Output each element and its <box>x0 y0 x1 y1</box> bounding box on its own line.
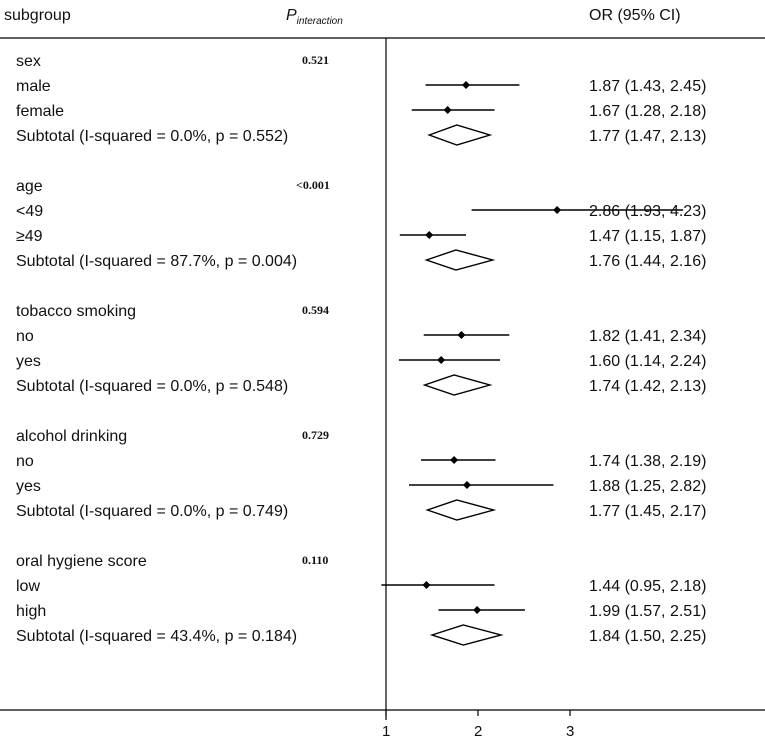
subtotal-or-ci-value: 1.76 (1.44, 2.16) <box>589 253 707 270</box>
subtotal-or-ci-value: 1.77 (1.47, 2.13) <box>589 128 707 145</box>
subgroup-block <box>16 428 706 520</box>
point-estimate <box>450 456 458 464</box>
or-ci-value: 1.87 (1.43, 2.45) <box>589 78 707 95</box>
row-label: yes <box>16 353 41 370</box>
x-tick-label: 3 <box>566 723 575 740</box>
x-tick-label: 2 <box>474 723 483 740</box>
group-label: alcohol drinking <box>16 428 128 445</box>
p-interaction-value: 0.521 <box>302 53 329 67</box>
or-ci-value: 1.82 (1.41, 2.34) <box>589 328 707 345</box>
point-estimate <box>463 481 471 489</box>
subtotal-or-ci-value: 1.77 (1.45, 2.17) <box>589 503 707 520</box>
subtotal-diamond <box>427 500 493 520</box>
subgroup-header: subgroup <box>4 7 71 24</box>
or-ci-header: OR (95% CI) <box>589 7 681 24</box>
or-ci-value: 1.88 (1.25, 2.82) <box>589 478 707 495</box>
or-ci-value: 1.99 (1.57, 2.51) <box>589 603 707 620</box>
point-estimate <box>473 606 481 614</box>
header-row <box>4 7 681 27</box>
subtotal-label: Subtotal (I-squared = 87.7%, p = 0.004) <box>16 253 298 270</box>
row-label: no <box>16 453 34 470</box>
point-estimate <box>457 331 465 339</box>
or-ci-value: 1.74 (1.38, 2.19) <box>589 453 707 470</box>
row-label: no <box>16 328 34 345</box>
group-label: oral hygiene score <box>16 553 147 570</box>
point-estimate <box>462 81 470 89</box>
p-interaction-value: 0.729 <box>302 428 329 442</box>
x-tick-label: 1 <box>382 723 391 740</box>
subtotal-diamond <box>426 250 492 270</box>
p-interaction-header: $P_{interaction}$ <box>286 7 343 27</box>
row-label: male <box>16 78 51 95</box>
row-label: <49 <box>16 203 44 220</box>
point-estimate <box>437 356 445 364</box>
subtotal-label: Subtotal (I-squared = 0.0%, p = 0.749) <box>16 503 289 520</box>
p-interaction-value: 0.110 <box>302 553 329 567</box>
group-label: age <box>16 178 43 195</box>
subgroup-block <box>16 178 706 270</box>
or-ci-value: 1.60 (1.14, 2.24) <box>589 353 707 370</box>
subtotal-or-ci-value: 1.84 (1.50, 2.25) <box>589 628 707 645</box>
or-ci-value: 1.44 (0.95, 2.18) <box>589 578 707 595</box>
subtotal-label: Subtotal (I-squared = 0.0%, p = 0.548) <box>16 378 289 395</box>
p-interaction-value: <0.001 <box>296 178 330 192</box>
subgroup-block <box>16 553 706 645</box>
row-label: ≥49 <box>16 228 43 245</box>
point-estimate <box>444 106 452 114</box>
subtotal-label: Subtotal (I-squared = 43.4%, p = 0.184) <box>16 628 298 645</box>
or-ci-value: 1.67 (1.28, 2.18) <box>589 103 707 120</box>
subtotal-label: Subtotal (I-squared = 0.0%, p = 0.552) <box>16 128 289 145</box>
forest-rows <box>16 53 706 645</box>
row-label: low <box>16 578 41 595</box>
group-label: tobacco smoking <box>16 303 137 320</box>
row-label: female <box>16 103 65 120</box>
subtotal-or-ci-value: 1.74 (1.42, 2.13) <box>589 378 707 395</box>
row-label: high <box>16 603 47 620</box>
p-interaction-value: 0.594 <box>302 303 329 317</box>
subgroup-block <box>16 53 706 145</box>
subtotal-diamond <box>429 125 490 145</box>
subtotal-diamond <box>432 625 501 645</box>
group-label: sex <box>16 53 41 70</box>
row-label: yes <box>16 478 41 495</box>
or-ci-value: 2.86 (1.93, 4.23) <box>589 203 707 220</box>
subgroup-block <box>16 303 706 395</box>
or-ci-value: 1.47 (1.15, 1.87) <box>589 228 707 245</box>
point-estimate <box>425 231 433 239</box>
subtotal-diamond <box>425 375 490 395</box>
point-estimate <box>553 206 561 214</box>
point-estimate <box>422 581 430 589</box>
x-axis-ticks <box>382 710 574 740</box>
